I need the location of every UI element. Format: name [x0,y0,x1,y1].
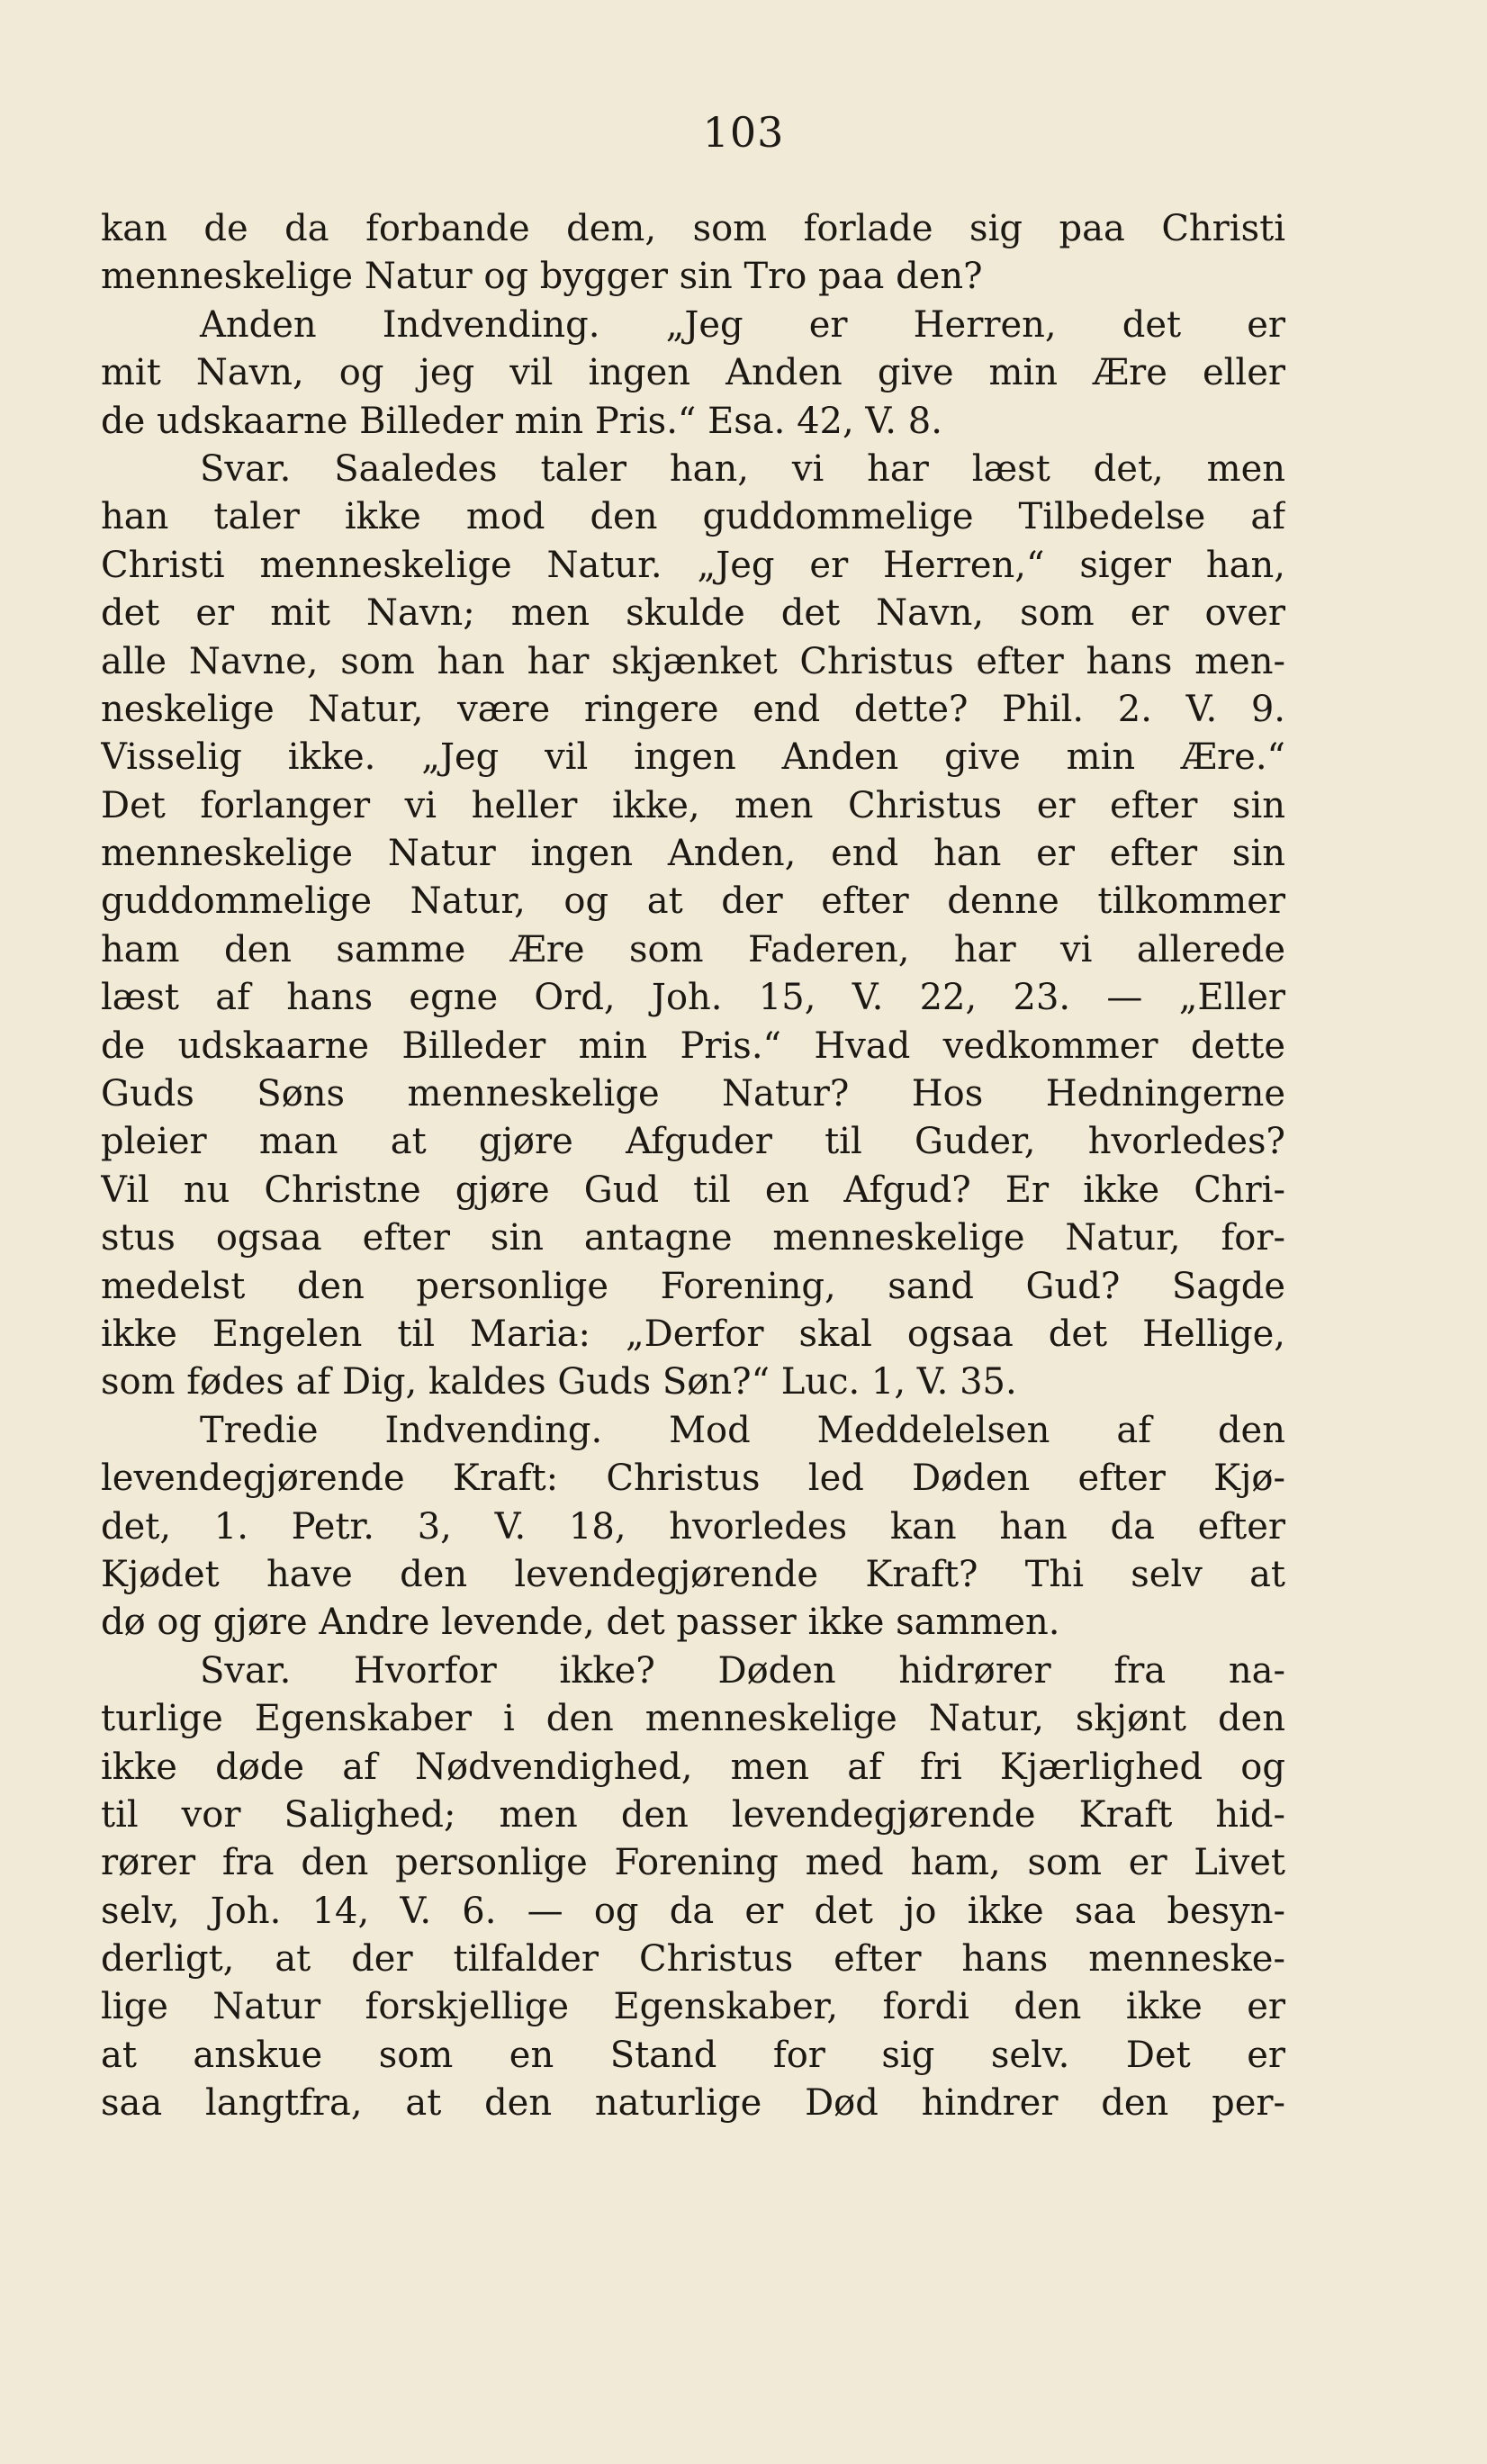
text-line: Vil nu Christne gjøre Gud til en Afgud? Er ikke Chri- [101,1169,1285,1211]
text-line: Visselig ikke. „Jeg vil ingen Anden give min Ære.“ [101,736,1285,779]
text-line: Det forlanger vi heller ikke, men Christus er efter sin [101,784,1285,826]
text-line: Guds Søns menneskelige Natur? Hos Hedningerne [101,1073,1285,1115]
text-line: Svar. Saaledes taler han, vi har læst det, men [200,447,1285,490]
text-line: ikke Engelen til Maria: „Derfor skal ogsaa det Hellige, [101,1313,1285,1355]
text-line: menneskelige Natur og bygger sin Tro paa den? [101,256,983,298]
text-line: til vor Salighed; men den levendegjørende Kraft hid- [101,1793,1285,1836]
text-line: neskelige Natur, være ringere end dette? Phil. 2. V. 9. [101,688,1285,730]
text-line: ham den samme Ære som Faderen, har vi allerede [101,928,1285,970]
text-line: Christi menneskelige Natur. „Jeg er Herren,“ siger han, [101,544,1285,586]
text-line: ikke døde af Nødvendighed, men af fri Kjærlighed og [101,1746,1285,1788]
text-line: pleier man at gjøre Afguder til Guder, hvorledes? [101,1121,1285,1163]
text-line: alle Navne, som han har skjænket Christus efter hans men- [101,640,1285,682]
text-line: Anden Indvending. „Jeg er Herren, det er [200,303,1285,346]
text-line: saa langtfra, at den naturlige Død hindrer den per- [101,2082,1285,2125]
text-line: Tredie Indvending. Mod Meddelelsen af den [200,1409,1285,1451]
body-text [101,205,1285,2128]
text-line: at anskue som en Stand for sig selv. Det er [101,2034,1285,2076]
page-number: 103 [702,108,785,157]
text-line: stus ogsaa efter sin antagne menneskelige Natur, for- [101,1217,1285,1259]
text-line: Svar. Hvorfor ikke? Døden hidrører fra na- [200,1649,1285,1692]
text-line: menneskelige Natur ingen Anden, end han er efter sin [101,833,1285,875]
text-line: som fødes af Dig, kaldes Guds Søn?“ Luc. 1, V. 35. [101,1361,1017,1403]
text-line: de udskaarne Billeder min Pris.“ Hvad vedkommer dette [101,1024,1285,1067]
text-line: han taler ikke mod den guddommelige Tilbedelse af [101,496,1285,538]
text-line: turlige Egenskaber i den menneskelige Natur, skjønt den [101,1698,1285,1740]
text-line: rører fra den personlige Forening med ham, som er Livet [101,1842,1285,1884]
text-line: lige Natur forskjellige Egenskaber, fordi den ikke er [101,1986,1285,2028]
text-line: kan de da forbande dem, som forlade sig paa Christi [101,208,1285,249]
text-line: guddommelige Natur, og at der efter denne tilkommer [101,880,1285,923]
text-line: medelst den personlige Forening, sand Gud? Sagde [101,1265,1285,1307]
text-line: dø og gjøre Andre levende, det passer ikke sammen. [101,1602,1060,1644]
text-line: de udskaarne Billeder min Pris.“ Esa. 42, V. 8. [101,400,942,442]
text-line: læst af hans egne Ord, Joh. 15, V. 22, 23. — „Eller [101,977,1285,1019]
text-line: Kjødet have den levendegjørende Kraft? Thi selv at [101,1553,1285,1595]
text-line: derligt, at der tilfalder Christus efter hans menneske- [101,1938,1285,1981]
text-line: det er mit Navn; men skulde det Navn, som er over [101,592,1285,635]
text-line: det, 1. Petr. 3, V. 18, hvorledes kan han da efter [101,1505,1285,1548]
text-line: levendegjørende Kraft: Christus led Døden efter Kjø- [101,1458,1285,1500]
text-line: mit Navn, og jeg vil ingen Anden give min Ære eller [101,352,1285,394]
text-line: selv, Joh. 14, V. 6. — og da er det jo ikke saa besyn- [101,1890,1285,1932]
